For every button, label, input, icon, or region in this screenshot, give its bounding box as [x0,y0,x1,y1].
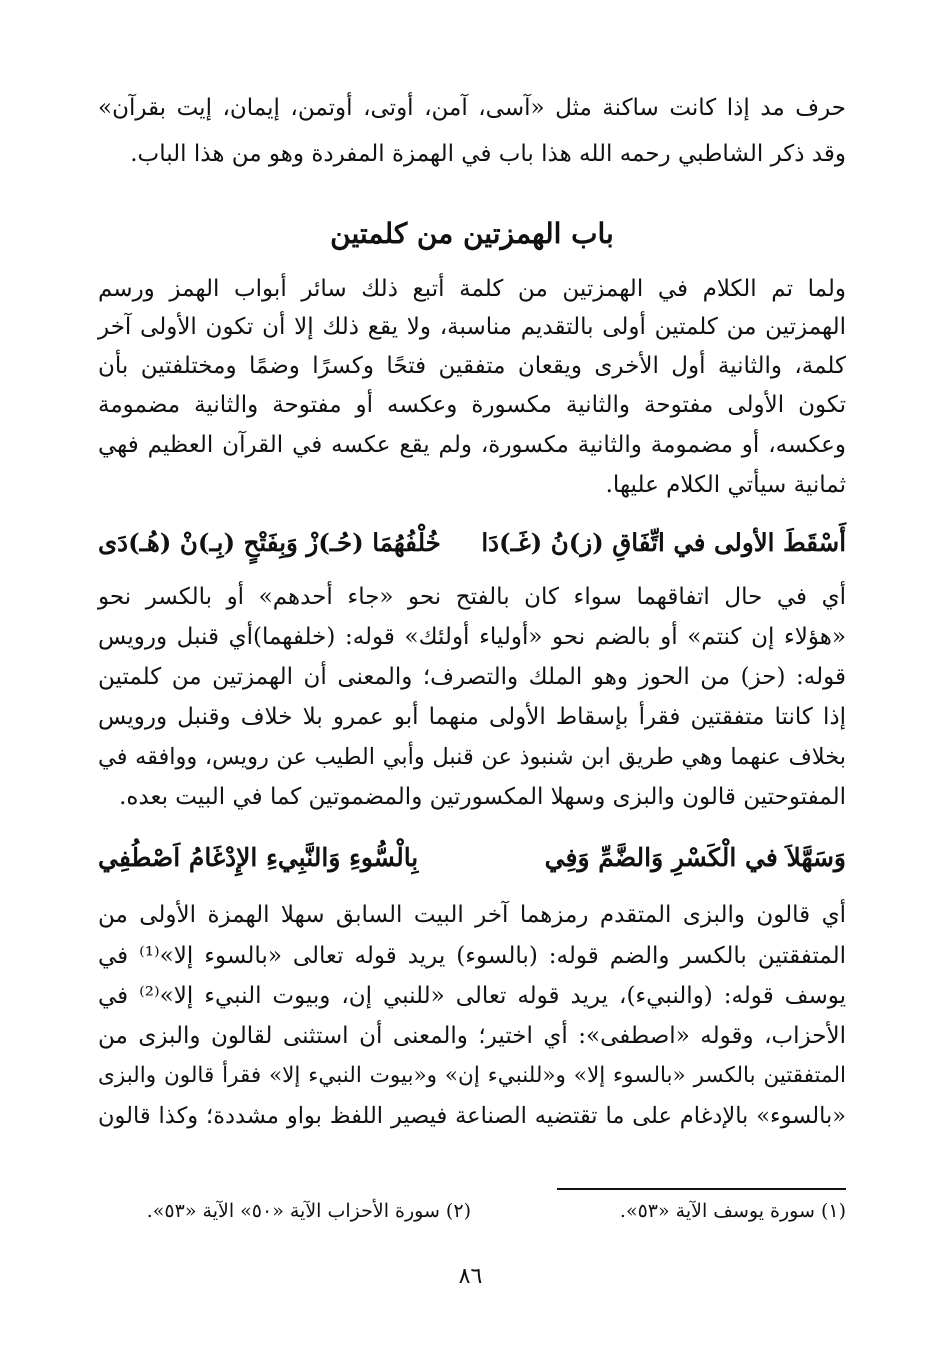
verse-second-hemistich: خُلْفُهُمَا (حُـ)زْ وَبِفَتْحٍ (بِـ)نْ (هُـ)دَى [98,528,441,557]
page-number: ٨٦ [458,1264,483,1289]
paragraph-line: يوسف قوله: (والنبيء)، يريد قوله تعالى «للنبي إن، وبيوت النبيء إلا»⁽²⁾ في [98,983,847,1009]
intro-line: وقد ذكر الشاطبي رحمه الله هذا باب في الهمزة المفردة وهو من هذا الباب. [130,141,846,167]
intro-line: حرف مد إذا كانت ساكنة مثل «آسى، آمن، أوتى، أوتمن، إيمان، إيت بقرآن» [98,95,846,121]
paragraph-line: الهمزتين من كلمتين أولى بالتقديم مناسبة، ولا يقع ذلك إلا أن تكون الأولى آخر [98,314,846,340]
paragraph-line: قوله: (حز) من الحوز وهو الملك والتصرف؛ والمعنى أن الهمزتين من كلمتين [98,664,846,690]
poem-verse [98,838,846,878]
poem-verse [98,523,846,563]
paragraph-line: الأحزاب، وقوله «اصطفى»: أي اختير؛ والمعنى أن استثنى لقالون والبزى من [98,1023,846,1049]
verse-first-hemistich: وَسَهَّلاَ في الْكَسْرِ وَالضَّمِّ وَفِي [544,843,846,872]
section-heading: باب الهمزتين من كلمتين [330,217,614,250]
paragraph-line: ولما تم الكلام في الهمزتين من كلمة أتبع ذلك سائر أبواب الهمز ورسم [98,276,846,302]
paragraph-line: «بالسوء» بالإدغام على ما تقتضيه الصناعة فيصير اللفظ بواو مشددة؛ وكذا قالون [98,1103,846,1129]
paragraph-line: المتفقتين بالكسر «بالسوء إلا» و«للنبيء إن» و«بيوت النبيء إلا» فقرأ قالون والبزى [98,1063,846,1088]
verse-second-hemistich: بِالْسُّوءِ وَالنَّبِيءِ الإِدْغَامُ اَصْطُفِي [98,843,419,872]
footnote: (٢) سورة الأحزاب الآية «٥٠» الآية «٥٣». [146,1200,471,1222]
paragraph-line: أي في حال اتفاقهما سواء كان بالفتح نحو «جاء أحدهم» أو بالكسر نحو [98,584,846,610]
paragraph-line: ثمانية سيأتي الكلام عليها. [605,472,846,498]
paragraph-line: كلمة، والثانية أول الأخرى ويقعان متفقين فتحًا وكسرًا وضمًا ومختلفتين بأن [98,353,846,379]
paragraph-line: المتفقتين بالكسر والضم قوله: (بالسوء) يريد قوله تعالى «بالسوء إلا»⁽¹⁾ في [98,943,846,969]
verse-first-hemistich: أَسْقَطَ الأولى في اتِّفَاقِ (ز)نُ (غَـ)دَا [481,528,846,557]
paragraph-line: أي قالون والبزى المتقدم رمزهما آخر البيت السابق سهلا الهمزة الأولى من [98,902,846,928]
paragraph-line: تكون الأولى مفتوحة والثانية مكسورة وعكسه أو مفتوحة والثانية مضمومة [98,392,846,418]
paragraph-line: إذا كانتا متفقتين فقرأ بإسقاط الأولى منهما أبو عمرو بلا خلاف وقنبل ورويس [98,704,846,730]
footnote-separator [557,1188,846,1190]
paragraph-line: المفتوحتين قالون والبزى وسهلا المكسورتين والمضموتين كما في البيت بعده. [119,784,846,810]
footnote: (١) سورة يوسف الآية «٥٣». [619,1200,846,1222]
paragraph-line: بخلاف عنهما وهي طريق ابن شنبوذ عن قنبل وأبي الطيب عن رويس، ووافقه في [98,744,846,770]
paragraph-line: وعكسه، أو مضمومة والثانية مكسورة، ولم يقع عكسه في القرآن العظيم فهي [98,432,846,458]
paragraph-line: «هؤلاء إن كنتم» أو بالضم نحو «أولياء أولئك» قوله: (خلفهما)أي قنبل ورويس [98,624,846,650]
